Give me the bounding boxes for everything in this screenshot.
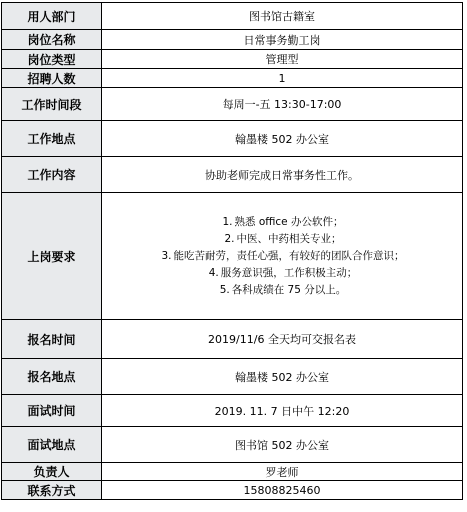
requirement-number: 5.: [219, 283, 230, 296]
interview-location-value: 图书馆 502 办公室: [102, 427, 463, 463]
interview-time-value: 2019. 11. 7 日中午 12:20: [102, 395, 463, 427]
requirement-item: [106, 248, 458, 265]
requirements-list: [106, 214, 458, 299]
department-label: 用人部门: [2, 3, 102, 30]
work-content-label: 工作内容: [2, 157, 102, 193]
registration-time-label: 报名时间: [2, 320, 102, 359]
requirement-text: 各科成绩在 75 分以上。: [231, 283, 347, 296]
row-registration-location: [2, 359, 463, 395]
requirement-number: 3.: [161, 249, 172, 262]
requirement-item: [106, 282, 458, 299]
contact-person-label: 负责人: [2, 463, 102, 481]
requirements-label: 上岗要求: [2, 193, 102, 320]
requirement-text: 熟悉 office 办公软件；: [234, 215, 344, 228]
work-location-label: 工作地点: [2, 121, 102, 157]
requirements-value: [102, 193, 463, 320]
department-value: 图书馆古籍室: [102, 3, 463, 30]
job-posting-table: [1, 2, 463, 500]
contact-info-label: 联系方式: [2, 481, 102, 500]
row-headcount: [2, 69, 463, 88]
headcount-label: 招聘人数: [2, 69, 102, 88]
position-type-value: 管理型: [102, 50, 463, 69]
requirement-item: [106, 265, 458, 282]
row-registration-time: [2, 320, 463, 359]
row-work-hours: [2, 88, 463, 121]
requirement-text: 服务意识强，工作积极主动；: [220, 266, 358, 279]
row-department: [2, 3, 463, 30]
row-work-content: [2, 157, 463, 193]
row-work-location: [2, 121, 463, 157]
row-position-type: [2, 50, 463, 69]
requirement-number: 2.: [224, 232, 235, 245]
interview-location-label: 面试地点: [2, 427, 102, 463]
contact-info-value: 15808825460: [102, 481, 463, 500]
requirement-text: 中医、中药相关专业；: [236, 232, 342, 245]
row-position-name: [2, 30, 463, 50]
requirement-number: 4.: [208, 266, 219, 279]
row-contact-person: [2, 463, 463, 481]
headcount-value: 1: [102, 69, 463, 88]
work-hours-label: 工作时间段: [2, 88, 102, 121]
position-name-value: 日常事务勤工岗: [102, 30, 463, 50]
row-interview-location: [2, 427, 463, 463]
requirement-item: [106, 231, 458, 248]
requirement-number: 1.: [222, 215, 233, 228]
position-type-label: 岗位类型: [2, 50, 102, 69]
registration-time-value: 2019/11/6 全天均可交报名表: [102, 320, 463, 359]
row-requirements: [2, 193, 463, 320]
registration-location-label: 报名地点: [2, 359, 102, 395]
work-hours-value: 每周一-五 13:30-17:00: [102, 88, 463, 121]
registration-location-value: 翰墨楼 502 办公室: [102, 359, 463, 395]
work-content-value: 协助老师完成日常事务性工作。: [102, 157, 463, 193]
requirement-item: [106, 214, 458, 231]
work-location-value: 翰墨楼 502 办公室: [102, 121, 463, 157]
requirement-text: 能吃苦耐劳，责任心强，有较好的团队合作意识；: [173, 249, 405, 262]
contact-person-value: 罗老师: [102, 463, 463, 481]
interview-time-label: 面试时间: [2, 395, 102, 427]
row-contact-info: [2, 481, 463, 500]
row-interview-time: [2, 395, 463, 427]
position-name-label: 岗位名称: [2, 30, 102, 50]
